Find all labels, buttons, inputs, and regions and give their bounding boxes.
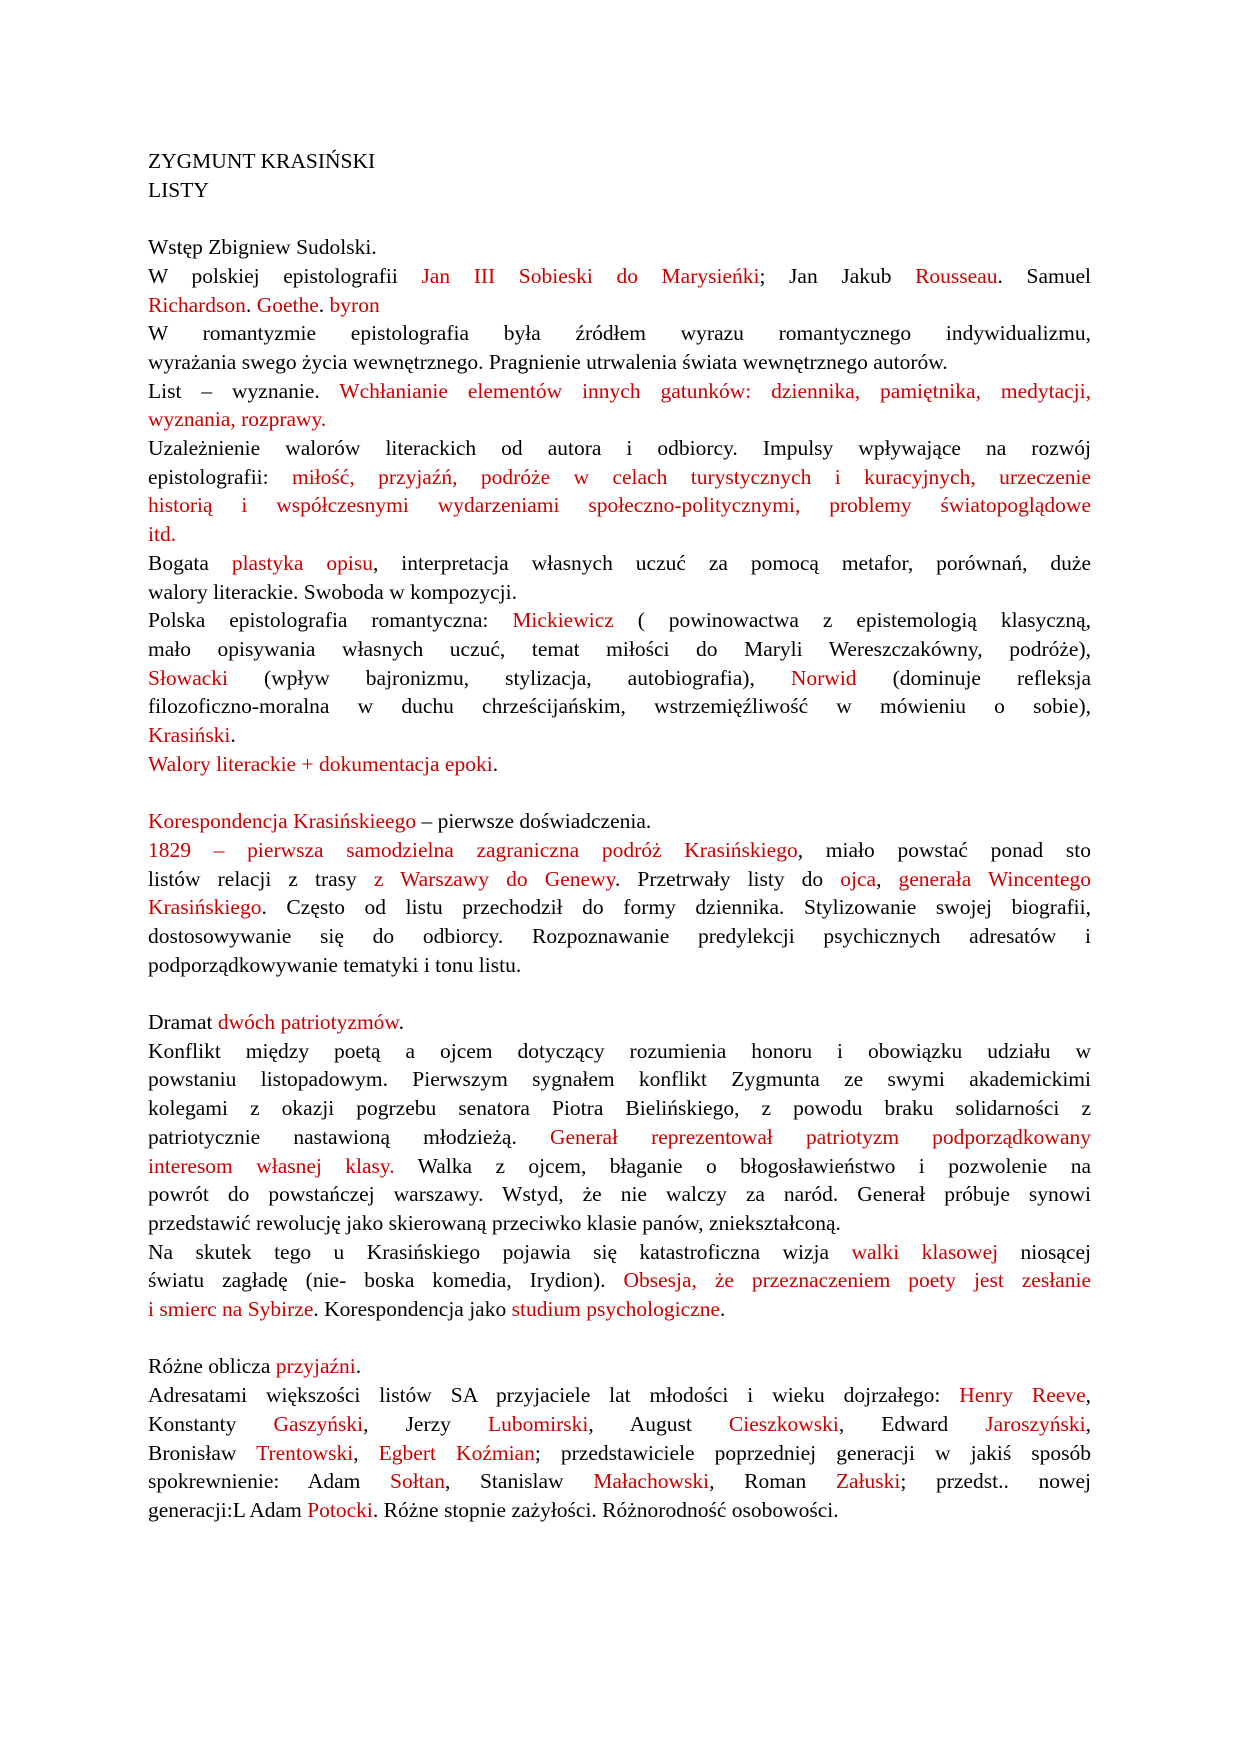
text-run: . [398,1010,404,1035]
highlighted-text: Rousseau [915,263,998,288]
paragraph [148,147,1091,176]
text-run: Wstęp Zbigniew Sudolski. [148,235,377,260]
text-run: . Przetrwały listy do [614,866,841,891]
highlighted-text: miłość, przyjaźń, podróże w celach turystycznych i kuracyjnych, urzeczenie [292,464,1091,489]
highlighted-text: Wchłanianie elementów innych gatunków: dziennika, pamiętnika, medytacji, [339,378,1091,403]
text-run: powstaniu listopadowym. Pierwszym sygnałem konflikt Zygmunta ze swymi akademickimi [148,1067,1091,1092]
highlighted-text: walki klasowej [851,1239,999,1264]
paragraph [148,233,1091,262]
text-run: filozoficzno-moralna w duchu chrześcijańskim, wstrzemięźliwość w mówieniu o sobie), [148,694,1091,719]
text-run: . Samuel [997,263,1091,288]
text-run: . Często od listu przechodził do formy dziennika. Stylizowanie swojej biografii, [261,895,1091,920]
text-line [148,1381,1091,1410]
text-line [148,664,1091,693]
paragraph [148,1381,1091,1525]
text-line [148,549,1091,578]
text-line [148,233,1091,262]
highlighted-text: Załuski [835,1469,901,1494]
highlighted-text: Walory literackie + dokumentacja epoki [148,751,493,776]
text-run: . [720,1297,726,1322]
text-line [148,692,1091,721]
text-run: (dominuje refleksja [856,665,1092,690]
paragraph [148,549,1091,606]
text-run: Polska epistolografia romantyczna: [148,608,513,633]
highlighted-text: Jaroszyński [985,1411,1086,1436]
paragraph [148,1037,1091,1238]
highlighted-text: Potocki [307,1497,373,1522]
text-run: ZYGMUNT KRASIŃSKI [148,149,376,173]
text-line [148,1209,1091,1238]
text-run: , August [588,1411,729,1436]
text-line [148,893,1091,922]
text-run: W polskiej epistolografii [148,263,422,288]
text-run: Bogata [148,550,232,575]
highlighted-text: studium psychologiczne [511,1297,721,1322]
text-run: Uzależnienie walorów literackich od autora i odbiorcy. Impulsy wpływające na rozwój [148,436,1091,461]
highlighted-text: Cieszkowski [728,1411,839,1436]
text-run: Adresatami większości listów SA przyjaciele lat młodości i wieku dojrzałego: [148,1383,960,1408]
text-run: LISTY [148,177,209,202]
highlighted-text: Richardson [148,292,246,317]
text-run: , [876,866,899,891]
text-run: patriotycznie nastawioną młodzieżą. [148,1124,550,1149]
paragraph [148,434,1091,549]
paragraph [148,606,1091,750]
highlighted-text: 1829 – pierwsza samodzielna zagraniczna podróż Krasińskiego [148,837,798,862]
highlighted-text: Lubomirski [488,1411,589,1436]
text-line [148,463,1091,492]
highlighted-text: interesom własnej klasy. [148,1153,395,1178]
text-run: Walka z ojcem, błaganie o błogosławieństwo i pozwolenie na [394,1153,1092,1178]
text-line [148,1123,1091,1152]
text-line [148,1295,1091,1324]
highlighted-text: Obsesja, że przeznaczeniem poety jest zesłanie [623,1268,1091,1293]
text-run: , Roman [709,1469,836,1494]
paragraph [148,319,1091,376]
text-run: W romantyzmie epistolografia była źródłem wyrazu romantycznego indywidualizmu, [148,321,1091,346]
text-run: Różne oblicza [148,1354,276,1379]
text-run: , Edward [838,1411,986,1436]
text-run: powrót do powstańczej warszawy. Wstyd, że nie walczy za naród. Generał próbuje synowi [148,1182,1091,1207]
highlighted-text: Norwid [790,665,857,690]
text-line [148,262,1091,291]
highlighted-text: Generał reprezentował patriotyzm podporządkowany [549,1124,1091,1149]
text-line [148,1266,1091,1295]
text-run: ; przedst.. nowej [900,1469,1091,1494]
paragraph [148,1352,1091,1381]
text-line [148,1467,1091,1496]
blank-line [148,979,1091,1008]
highlighted-text: itd. [148,522,177,547]
paragraph [148,377,1091,434]
text-run: . Korespondencja jako [313,1297,512,1322]
text-line [148,520,1091,549]
paragraph [148,750,1091,779]
highlighted-text: Krasińskiego [148,895,262,920]
highlighted-text: generała Wincentego [898,866,1091,891]
text-line [148,1238,1091,1267]
paragraph [148,1008,1091,1037]
highlighted-text: Małachowski [593,1469,710,1494]
text-run: , Jerzy [363,1411,489,1436]
highlighted-text: Korespondencja Krasińskieego [148,809,417,834]
text-line [148,750,1091,779]
text-run: ; przedstawiciele poprzedniej generacji w jakiś sposób [534,1440,1092,1465]
highlighted-text: ojca [840,866,877,891]
text-run: List – wyznanie. [148,378,340,403]
paragraph [148,262,1091,319]
text-line [148,319,1091,348]
text-run: walory literackie. Swoboda w kompozycji. [148,579,517,604]
highlighted-text: Henry Reeve [959,1383,1086,1408]
text-run: mało opisywania własnych uczuć, temat miłości do Maryli Wereszczakówny, podróże), [148,636,1091,661]
highlighted-text: dwóch patriotyzmów [217,1010,399,1035]
text-run: Dramat [148,1010,218,1035]
text-run: Konflikt między poetą a ojcem dotyczący rozumienia honoru i obowiązku udziału w [148,1038,1091,1063]
text-line [148,865,1091,894]
text-line [148,176,1091,205]
text-line [148,147,1091,176]
text-line [148,377,1091,406]
text-run: (wpływ bajronizmu, stylizacja, autobiografia), [228,665,791,690]
text-run: , [353,1440,379,1465]
paragraph [148,807,1091,836]
paragraph [148,836,1091,980]
text-line [148,1352,1091,1381]
text-run: Na skutek tego u Krasińskiego pojawia się katastroficzna wizja [148,1239,852,1264]
paragraph [148,1238,1091,1324]
text-line [148,922,1091,951]
text-run: . [245,292,257,317]
text-run: , Stanislaw [444,1469,594,1494]
text-run: ; Jan Jakub [759,263,916,288]
highlighted-text: przyjaźni [275,1354,356,1379]
highlighted-text: plastyka opisu [231,550,373,575]
highlighted-text: byron [329,292,380,317]
text-line [148,1037,1091,1066]
text-run: . Różne stopnie zażyłości. Różnorodność osobowości. [372,1497,839,1522]
text-line [148,606,1091,635]
text-line [148,348,1091,377]
text-run: niosącej [998,1239,1091,1264]
highlighted-text: Sołtan [390,1469,445,1494]
highlighted-text: Egbert Koźmian [378,1440,535,1465]
document-page [148,147,1091,1525]
text-run: kolegami z okazji pogrzebu senatora Piotra Bielińskiego, z powodu braku solidarności z [148,1096,1091,1121]
text-run: , interpretacja własnych uczuć za pomocą metafor, porównań, duże [373,550,1091,575]
text-run: Bronisław [148,1440,257,1465]
text-run: . [230,723,236,748]
text-run: światu zagładę (nie- boska komedia, Irydion). [148,1268,624,1293]
highlighted-text: Mickiewicz [512,608,614,633]
text-run: . [492,751,499,776]
text-run: wyrażania swego życia wewnętrznego. Pragnienie utrwalenia świata wewnętrznego autorów. [148,349,948,374]
text-run: podporządkowywanie tematyki i tonu listu. [148,952,522,977]
text-line [148,1008,1091,1037]
text-line [148,951,1091,980]
highlighted-text: Goethe [256,292,319,317]
text-run: dostosowywanie się do odbiorcy. Rozpoznawanie predylekcji psychicznych adresatów i [148,923,1091,948]
text-run: przedstawić rewolucję jako skierowaną przeciwko klasie panów, zniekształconą. [148,1210,841,1235]
text-run: – pierwsze doświadczenia. [416,809,652,834]
text-line [148,491,1091,520]
highlighted-text: Trentowski [256,1440,354,1465]
text-run: , [1085,1383,1092,1408]
highlighted-text: Jan III Sobieski do Marysieńki [421,263,760,288]
text-line [148,1439,1091,1468]
text-line [148,1410,1091,1439]
highlighted-text: z Warszawy do Genewy [373,866,615,891]
text-line [148,434,1091,463]
text-line [148,578,1091,607]
text-line [148,836,1091,865]
text-run: Konstanty [148,1411,274,1436]
text-line [148,807,1091,836]
text-run: . [318,292,330,317]
highlighted-text: historią i współczesnymi wydarzeniami społeczno-politycznymi, problemy światopoglądowe [148,493,1091,518]
text-line [148,1152,1091,1181]
text-run: . [355,1354,362,1379]
blank-line [148,778,1091,807]
text-line [148,1180,1091,1209]
blank-line [148,204,1091,233]
text-line [148,1496,1091,1525]
text-line [148,405,1091,434]
highlighted-text: i smierc na Sybirze [148,1297,314,1322]
text-line [148,291,1091,320]
text-run: , miało powstać ponad sto [797,837,1091,862]
text-run: epistolografii: [148,464,293,489]
text-run: spokrewnienie: Adam [148,1469,390,1494]
text-run: , [1085,1411,1091,1436]
blank-line [148,1324,1091,1353]
text-line [148,1094,1091,1123]
text-run: listów relacji z trasy [148,866,374,891]
text-line [148,721,1091,750]
highlighted-text: wyznania, rozprawy. [148,407,327,432]
text-line [148,635,1091,664]
highlighted-text: Słowacki [148,665,229,690]
paragraph [148,176,1091,205]
highlighted-text: Krasiński [148,723,231,748]
text-run: ( powinowactwa z epistemologią klasyczną, [613,608,1091,633]
text-line [148,1065,1091,1094]
highlighted-text: Gaszyński [273,1411,364,1436]
text-run: generacji:L Adam [148,1497,308,1522]
